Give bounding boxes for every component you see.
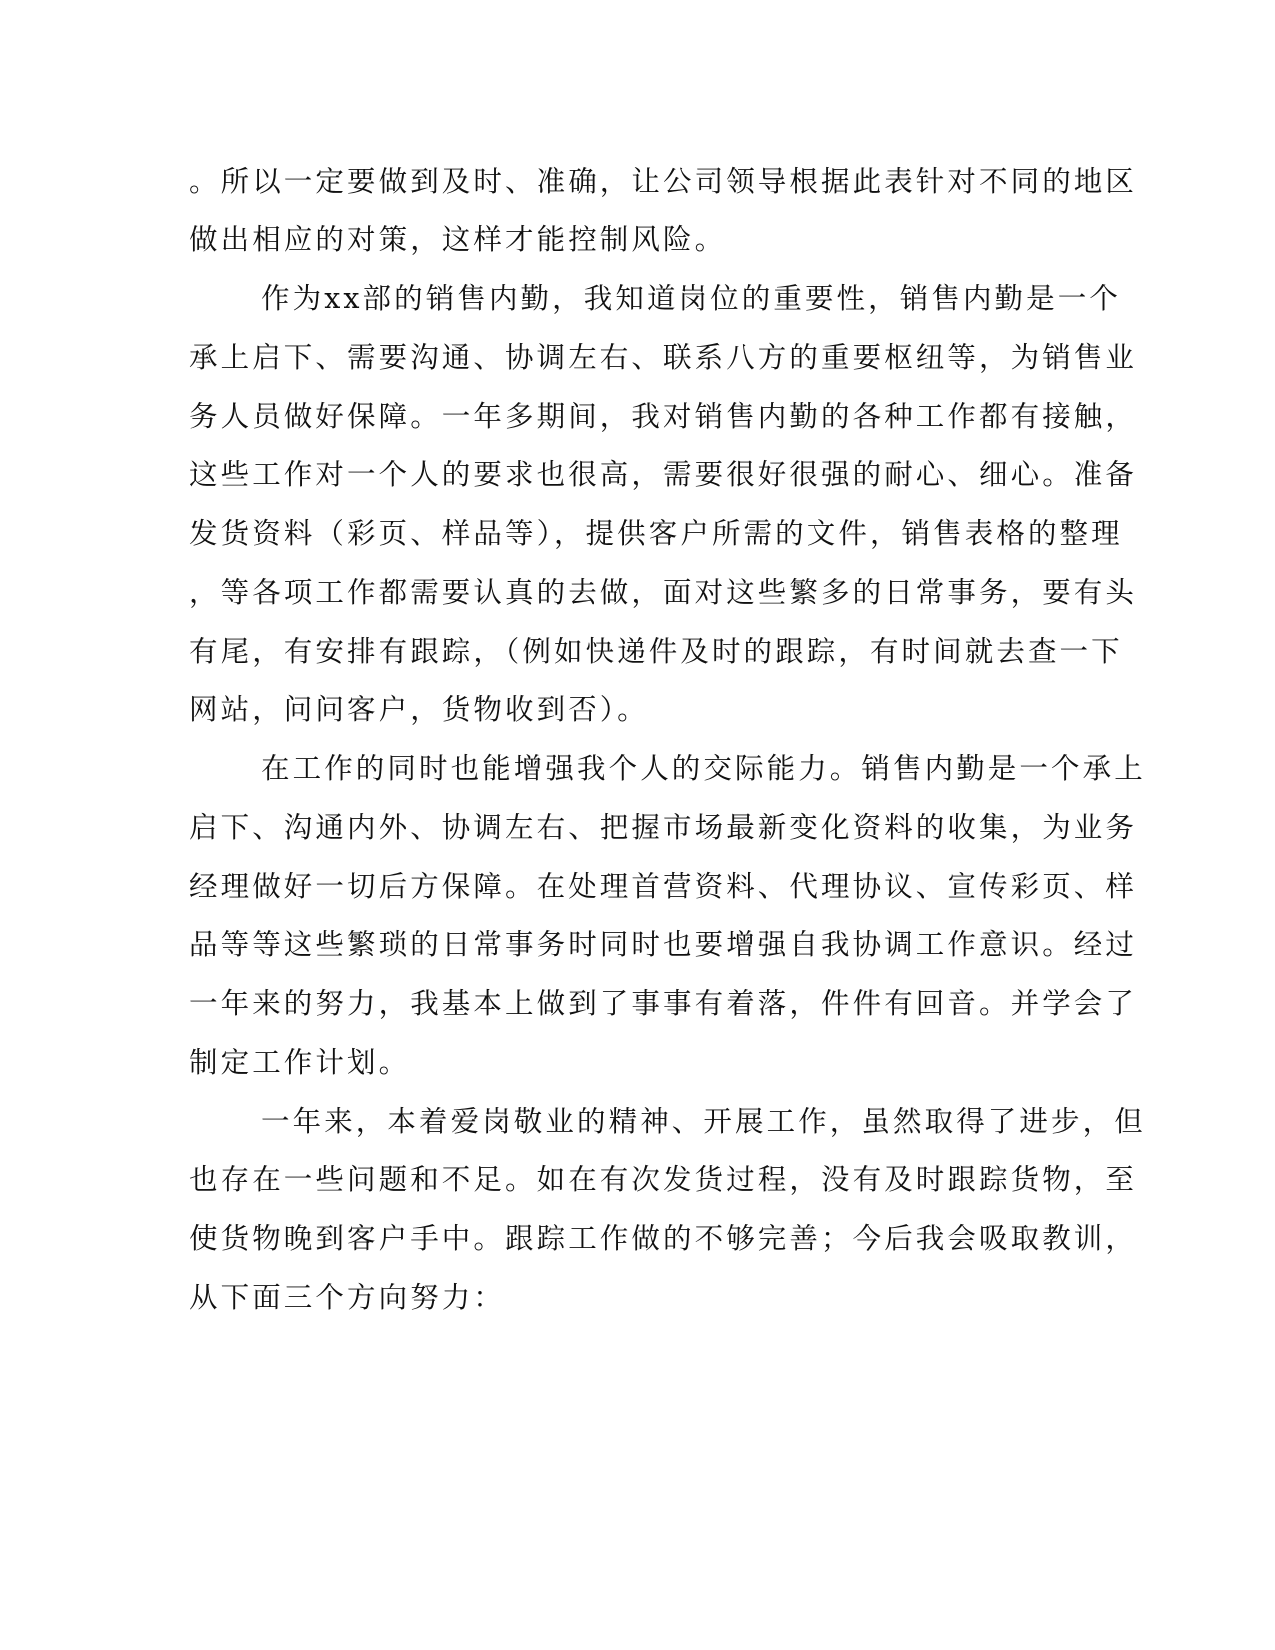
text-line: 品等等这些繁琐的日常事务时同时也要增强自我协调工作意识。经过 [189,928,1138,961]
text-line: 务人员做好保障。一年多期间，我对销售内勤的各种工作都有接触， [189,400,1138,433]
text-line: 有尾，有安排有跟踪，（例如快递件及时的跟踪，有时间就去查一下 [189,635,1123,668]
text-line: 一年来的努力，我基本上做到了事事有着落，件件有回音。并学会了 [189,987,1138,1020]
text-line: 经理做好一切后方保障。在处理首营资料、代理协议、宣传彩页、样 [189,870,1138,903]
text-line: 也存在一些问题和不足。如在有次发货过程，没有及时跟踪货物，至 [189,1163,1138,1196]
paragraph-first-line: 作为xx部的销售内勤，我知道岗位的重要性，销售内勤是一个 [261,282,1121,315]
text-line: 这些工作对一个人的要求也很高，需要很好很强的耐心、细心。准备 [189,458,1138,491]
text-line: 从下面三个方向努力： [189,1281,506,1314]
paragraph-first-line: 一年来，本着爱岗敬业的精神、开展工作，虽然取得了进步，但 [261,1105,1146,1138]
paragraph-first-line: 在工作的同时也能增强我个人的交际能力。销售内勤是一个承上 [261,752,1146,785]
text-line: 做出相应的对策，这样才能控制风险。 [189,223,727,256]
text-line: 启下、沟通内外、协调左右、把握市场最新变化资料的收集，为业务 [189,811,1138,844]
text-line: 发货资料（彩页、样品等），提供客户所需的文件，销售表格的整理 [189,517,1123,550]
text-line: 网站，问问客户，货物收到否）。 [189,693,649,726]
text-line: 使货物晚到客户手中。跟踪工作做的不够完善；今后我会吸取教训， [189,1222,1138,1255]
text-line: 制定工作计划。 [189,1046,411,1079]
text-line: ，等各项工作都需要认真的去做，面对这些繁多的日常事务，要有头 [189,576,1138,609]
text-line: 承上启下、需要沟通、协调左右、联系八方的重要枢纽等，为销售业 [189,341,1138,374]
text-line: 。所以一定要做到及时、准确，让公司领导根据此表针对不同的地区 [189,165,1138,198]
